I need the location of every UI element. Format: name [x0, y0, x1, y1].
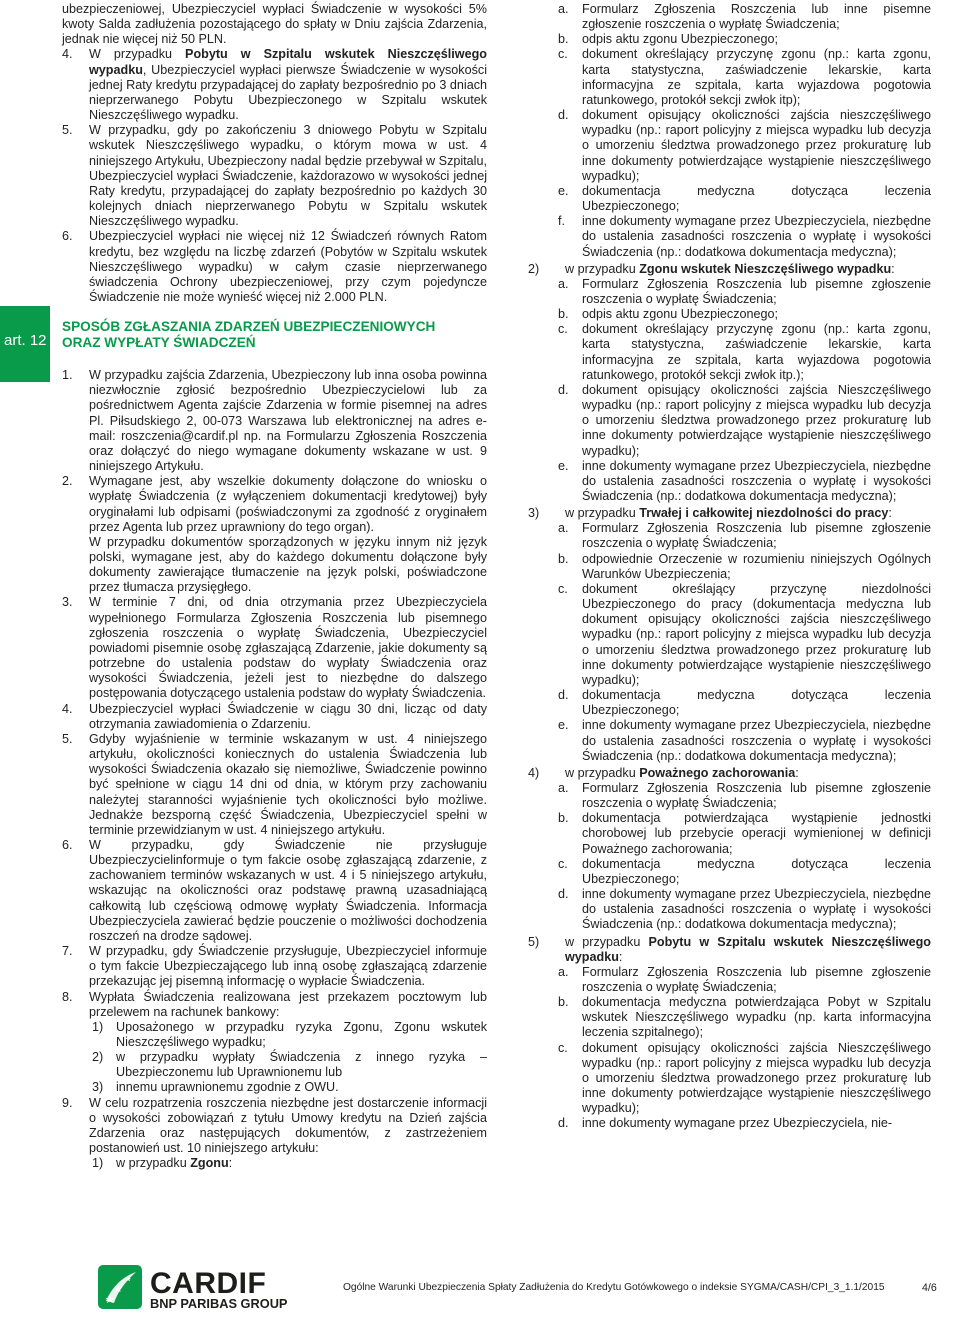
list-letter: b.	[558, 307, 569, 322]
document-list-item	[528, 887, 931, 932]
list-text: inne dokumenty wymagane przez Ubezpieczyciela, niezbędne do ustalenia zasadności roszczenia o wypłatę i wysokości Świadczenia (np.: dodatkowa dokumentacja medyczna);	[582, 887, 931, 932]
list-text: w przypadku	[116, 1156, 191, 1171]
list-text: Formularz Zgłoszenia Roszczenia lub pisemne zgłoszenie roszczenia o wypłatę Świadczenia;	[582, 521, 931, 551]
list-number: 3)	[92, 1080, 104, 1095]
document-list-item	[528, 857, 931, 887]
list-letter: c.	[558, 1040, 568, 1055]
documents-case-serious-illness	[528, 766, 931, 781]
list-text: odpowiednie Orzeczenie w rozumieniu niniejszych Ogólnych Warunków Ubezpieczenia;	[582, 551, 931, 581]
claim-clause-9	[62, 1096, 487, 1157]
clause-number: 6.	[62, 837, 73, 852]
clause-text: , Ubezpieczyciel wypłaci pierwsze Świadczenie w wysokości jednej Raty kredytu przypadającej do zapłaty bezpośrednio po 3 dniach nieprzerwanego Pobytu Ubezpieczonego w Szpitalu wskutek Nieszczęśliwego wypadku.	[89, 62, 487, 123]
list-letter: e.	[558, 458, 569, 473]
list-text: w przypadku	[565, 261, 640, 276]
clause-number: 7.	[62, 944, 73, 959]
list-text: dokumentacja medyczna potwierdzająca Pobyt w Szpitalu wskutek Nieszczęśliwego wypadku (np. karta informacyjna leczenia szpitalnego);	[582, 995, 931, 1040]
list-text: :	[795, 765, 799, 780]
document-list-item	[528, 32, 931, 47]
document-list-item	[528, 521, 931, 551]
list-text: Formularz Zgłoszenia Roszczenia lub pisemne zgłoszenie roszczenia o wypłatę Świadczenia;	[582, 276, 931, 306]
list-text: Formularz Zgłoszenia Roszczenia lub inne pisemne zgłoszenie roszczenia o wypłatę Świadczenia;	[582, 2, 931, 32]
clause-number: 5.	[62, 123, 73, 138]
article-side-tab	[0, 306, 50, 382]
claim-clause-7	[62, 944, 487, 989]
documents-group-accident-death	[528, 277, 931, 504]
clause-bold-text: Pobytu w Szpitalu wskutek Nieszczęśliwego wypadku	[89, 47, 487, 77]
document-list-item	[528, 1116, 931, 1131]
section-heading	[62, 319, 487, 351]
list-letter: a.	[558, 276, 569, 291]
document-list-item	[528, 214, 931, 259]
clause-4	[62, 47, 487, 123]
document-list-item	[528, 965, 931, 995]
bnp-paribas-stars-icon	[98, 1265, 142, 1309]
list-text: innemu uprawnionemu zgodnie z OWU.	[116, 1080, 339, 1095]
clause-number: 4.	[62, 701, 73, 716]
list-letter: a.	[558, 521, 569, 536]
document-list-item	[528, 718, 931, 763]
document-list-item	[528, 811, 931, 856]
clause-text: W przypadku	[89, 47, 186, 62]
list-bold-text: Pobytu w Szpitalu wskutek Nieszczęśliwego wypadku	[565, 934, 931, 964]
list-bold-text: Trwałej i całkowitej niezdolności do pracy	[639, 506, 889, 521]
list-letter: d.	[558, 887, 569, 902]
clause-text: W przypadku, gdy Świadczenie nie przysługuje Ubezpieczycielinformuje o tym fakcie osobę zgłaszającą zdarzenie, z zachowaniem terminów wskazanych w ust. 4 i 5 niniejszego artykułu, wskazując na okoliczności oraz podstawę prawną uzasadniającą całkowitą lub częściową odmowę wypłaty Świadczenia. Informacja Ubezpieczyciela zawierać będzie pouczenie o możliwości dochodzenia roszczeń na drodze sądowej.	[89, 837, 487, 943]
list-letter: b.	[558, 811, 569, 826]
clause-number: 4.	[62, 47, 73, 62]
clause-number: 2.	[62, 474, 73, 489]
document-list-item	[528, 1041, 931, 1117]
list-text: :	[618, 949, 623, 964]
payment-option-1	[62, 1020, 487, 1050]
list-letter: c.	[558, 47, 568, 62]
list-text: Uposażonego w przypadku ryzyka Zgonu, Zgonu wskutek Nieszczęśliwego wypadku;	[116, 1019, 487, 1049]
clause-text: W przypadku, gdy Świadczenie przysługuje, Ubezpieczyciel informuje o tym fakcie Ubezpieczającego lub inną osobę zgłaszającą zdarzenie przekazując jej pisemną informację o wypłacie Świadczenia.	[89, 944, 487, 989]
list-letter: d.	[558, 1116, 569, 1131]
list-text: odpis aktu zgonu Ubezpieczonego;	[582, 307, 779, 322]
list-letter: b.	[558, 32, 569, 47]
claim-clause-5	[62, 732, 487, 838]
brand-logo-subtitle: BNP PARIBAS GROUP	[150, 1296, 288, 1311]
list-text: dokument określający przyczynę niezdolności Ubezpieczonego do pracy (dokumentacja medyczna lub dokument opisujący okoliczności zajścia nieszczęśliwego wypadku (np.: raport policyjny z miejsca wypadku lub decyzja o umorzeniu śledztwa prowadzonego przez prokuraturę lub inne dokumenty potwierdzające wystąpienie nieszczęśliwego wypadku);	[582, 581, 931, 687]
claim-clause-3	[62, 595, 487, 701]
document-list-item	[528, 552, 931, 582]
list-text: inne dokumenty wymagane przez Ubezpieczyciela, niezbędne do ustalenia zasadności roszczenia o wypłatę i wysokości Świadczenia (np.: dodatkowa dokumentacja medyczna);	[582, 718, 931, 763]
list-text: dokument opisujący okoliczności zajścia Nieszczęśliwego wypadku (np.: raport policyjny z miejsca wypadku lub decyzja o umorzeniu śledztwa prowadzonego przez prokuraturę lub inne dokumenty potwierdzające wystąpienie nieszczęśliwego wypadku);	[582, 382, 931, 458]
clause-number: 8.	[62, 989, 73, 1004]
documents-group-death	[528, 2, 931, 260]
list-number: 1)	[92, 1156, 104, 1171]
list-text: dokumentacja potwierdzająca wystąpienie jednostki chorobowej lub przebycie operacji wymienionej w definicji Poważnego zachorowania;	[582, 811, 931, 856]
clause-text: Ubezpieczyciel wypłaci nie więcej niż 12 Świadczeń równych Ratom kredytu, bez względu na liczbę zdarzeń (Pobytów w Szpitalu wskutek Nieszczęśliwego wypadku) w całym czasie nieprzerwanego świadczenia Ochrony ubezpieczeniowej, przy czym pojedyncze Świadczenie nie może wynieść więcej niż 2.000 PLN.	[89, 229, 487, 304]
list-text: :	[891, 261, 895, 276]
claim-clause-8	[62, 990, 487, 1020]
list-letter: b.	[558, 995, 569, 1010]
list-text: w przypadku wypłaty Świadczenia z innego ryzyka – Ubezpieczonemu lub Uprawnionemu lub	[116, 1050, 487, 1080]
clause-text: Gdyby wyjaśnienie w terminie wskazanym w ust. 4 niniejszego artykułu, okoliczności koniecznych do ustalenia Świadczenia lub wysokości Świadczenia okazało się niemożliwe, Świadczenie powinno być spełnione w ciągu 14 dni od dnia, w którym przy zachowaniu należytej staranności wyjaśnienie tych okoliczności było możliwe. Jednakże bezsporną część Świadczenia, Ubezpieczyciel spełni w terminie przewidzianym w ust. 4 niniejszego artykułu.	[89, 731, 487, 837]
clause-text: W przypadku dokumentów sporządzonych w języku innym niż język polski, wymagane jest, aby do każdego dokumentu dołączone były dokumenty zawierające tłumaczenie na język polski, poświadczone przez tłumacza przysięgłego.	[89, 534, 487, 595]
list-bold-text: Zgonu	[190, 1156, 229, 1171]
list-text: inne dokumenty wymagane przez Ubezpieczyciela, niezbędne do ustalenia zasadności roszczenia o wypłatę i wysokości Świadczenia (np.: dodatkowa dokumentacja medyczna);	[582, 458, 931, 503]
claim-clause-6	[62, 838, 487, 944]
clause-6	[62, 229, 487, 305]
list-number: 2)	[528, 261, 540, 276]
list-text: dokumentacja medyczna dotycząca leczenia Ubezpieczonego;	[582, 688, 931, 718]
list-letter: a.	[558, 780, 569, 795]
documents-group-serious-illness	[528, 781, 931, 933]
clause-number: 5.	[62, 731, 73, 746]
list-text: Formularz Zgłoszenia Roszczenia lub pisemne zgłoszenie roszczenia o wypłatę Świadczenia;	[582, 964, 931, 994]
document-list-item	[528, 688, 931, 718]
list-text: dokument opisujący okoliczności zajścia Nieszczęśliwego wypadku (np.: raport policyjny z miejsca wypadku lub decyzja o umorzeniu śledztwa prowadzonego przez prokuraturę lub inne dokumenty potwierdzające wystąpienie nieszczęśliwego wypadku);	[582, 1040, 931, 1116]
document-list-item	[528, 47, 931, 108]
list-number: 1)	[92, 1019, 104, 1034]
list-number: 4)	[528, 765, 540, 780]
list-text: w przypadku	[565, 765, 640, 780]
document-list-item	[528, 2, 931, 32]
list-letter: d.	[558, 108, 569, 123]
claim-clause-4	[62, 702, 487, 732]
list-bold-text: Zgonu wskutek Nieszczęśliwego wypadku	[639, 261, 892, 276]
list-text: w przypadku	[565, 934, 649, 949]
document-list-item	[528, 582, 931, 688]
list-text: dokument określający przyczynę zgonu (np.: karta zgonu, karta statystyczna, zaświadczenie lekarskie, karta informacyjna ze szpitala, karta wyjazdowa pogotowia ratunkowego, protokół sekcji zwłok itp.);	[582, 322, 931, 382]
list-letter: c.	[558, 581, 568, 596]
intro-paragraph: ubezpieczeniowej, Ubezpieczyciel wypłaci Świadczenie w wysokości 5% kwoty Salda zadłużenia pozostającego do spłaty w Dniu zajścia Zdarzenia, jednak nie więcej niż 50 PLN.	[62, 2, 487, 47]
payment-option-3	[62, 1080, 487, 1095]
clause-number: 1.	[62, 368, 73, 383]
list-text: odpis aktu zgonu Ubezpieczonego;	[582, 32, 779, 47]
clause-text: W przypadku, gdy po zakończeniu 3 dniowego Pobytu w Szpitalu wskutek Nieszczęśliwego wypadku, o którym mowa w ust. 4 niniejszego Artykułu, Ubezpieczony nadal będzie przebywał w Szpitalu, Ubezpieczyciel wypłaci Świadczenie, każdorazowo w wysokości jednej Raty kredytu, przypadającej do zapłaty bezpośrednio po każdych 30 kolejnych dniach nieprzerwanego Pobytu w Szpitalu wskutek Nieszczęśliwego wypadku.	[89, 123, 487, 229]
documents-group-hospital-stay	[528, 965, 931, 1132]
clause-text: W celu rozpatrzenia roszczenia niezbędne jest dostarczenie informacji o wysokości zobowiązań z tytułu Umowy kredytu na Dzień zajścia Zdarzenia oraz następujących dokumentów, z zastrzeżeniem postanowień ust. 10 niniejszego artykułu:	[89, 1095, 487, 1156]
list-number: 3)	[528, 506, 540, 521]
list-text: Formularz Zgłoszenia Roszczenia lub pisemne zgłoszenie roszczenia o wypłatę Świadczenia;	[582, 780, 931, 811]
right-column	[528, 2, 931, 1132]
list-number: 5)	[528, 934, 540, 949]
clause-number: 3.	[62, 595, 73, 610]
list-letter: c.	[558, 322, 568, 337]
list-text: :	[228, 1156, 233, 1171]
documents-case-death	[62, 1156, 487, 1171]
page-number: 4/6	[922, 1282, 937, 1294]
list-text: w przypadku	[565, 506, 640, 521]
payment-option-2	[62, 1050, 487, 1080]
document-list-item	[528, 459, 931, 504]
list-letter: e.	[558, 183, 569, 198]
document-list-item	[528, 383, 931, 459]
list-letter: e.	[558, 718, 569, 733]
list-letter: a.	[558, 964, 569, 979]
document-list-item	[528, 995, 931, 1040]
left-column	[62, 2, 487, 1171]
list-text: :	[888, 506, 892, 521]
claim-clause-2	[62, 474, 487, 595]
list-text: dokument określający przyczynę zgonu (np.: karta zgonu, karta statystyczna, zaświadczenie lekarskie, karta informacyjna ze szpitala, karta wyjazdowa pogotowia ratunkowego, protokół sekcji zwłok itp);	[582, 47, 931, 107]
clause-5	[62, 123, 487, 229]
list-letter: d.	[558, 382, 569, 397]
list-letter: b.	[558, 551, 569, 566]
documents-group-disability	[528, 521, 931, 764]
document-list-item	[528, 307, 931, 322]
list-letter: d.	[558, 688, 569, 703]
list-letter: a.	[558, 2, 569, 16]
list-bold-text: Poważnego zachorowania	[639, 765, 796, 780]
list-text: inne dokumenty wymagane przez Ubezpieczyciela, nie-	[582, 1116, 893, 1131]
document-list-item	[528, 108, 931, 184]
list-letter: f.	[558, 214, 565, 229]
list-text: inne dokumenty wymagane przez Ubezpieczyciela, niezbędne do ustalenia zasadności roszczenia o wypłatę i wysokości Świadczenia (np.: dodatkowa dokumentacja medyczna);	[582, 214, 931, 259]
list-number: 2)	[92, 1050, 104, 1065]
clause-text: W przypadku zajścia Zdarzenia, Ubezpieczony lub inna osoba powinna niezwłocznie zgłosić bezpośrednio Ubezpieczycielowi lub za pośrednictwem Agenta zajście Zdarzenia w formie pisemnej na adres Pl. Piłsudskiego 2, 00-073 Warszawa lub elektronicznej na adres e-mail: roszczenia@cardif.pl np. na Formularzu Zgłoszenia Roszczenia oraz dołączyć do niego wymagane dokumenty wskazane w ust. 9 niniejszego Artykułu.	[89, 368, 487, 474]
documents-case-hospital-stay	[528, 935, 931, 965]
document-list-item	[528, 184, 931, 214]
section-heading-line: SPOSÓB ZGŁASZANIA ZDARZEŃ UBEZPIECZENIOWYCH	[62, 319, 436, 335]
brand-logo-text: CARDIF	[150, 1267, 267, 1300]
list-letter: c.	[558, 856, 568, 871]
section-heading-line: ORAZ WYPŁATY ŚWIADCZEŃ	[62, 335, 256, 351]
clause-text: Wymagane jest, aby wszelkie dokumenty dołączone do wniosku o wypłatę Świadczenia (z wyłączeniem dokumentacji kredytowej) były oryginałami lub odpisami (poświadczonymi za zgodność z oryginałem przez Agenta lub przez uprawniony do tego organ).	[89, 474, 487, 534]
claim-clause-1	[62, 368, 487, 474]
list-text: dokument opisujący okoliczności zajścia nieszczęśliwego wypadku (np.: raport policyjny z miejsca wypadku lub decyzja o umorzeniu śledztwa prowadzonego przez prokuraturę lub inne dokumenty potwierdzające wystąpienie nieszczęśliwego wypadku);	[582, 108, 931, 183]
list-text: dokumentacja medyczna dotycząca leczenia Ubezpieczonego;	[582, 856, 931, 886]
documents-case-accident-death	[528, 262, 931, 277]
document-list-item	[528, 781, 931, 811]
document-list-item	[528, 322, 931, 383]
documents-case-disability	[528, 506, 931, 521]
clause-text: Wypłata Świadczenia realizowana jest przekazem pocztowym lub przelewem na rachunek bankowy:	[89, 989, 487, 1019]
clause-number: 9.	[62, 1095, 73, 1110]
clause-text: Ubezpieczyciel wypłaci Świadczenie w ciągu 30 dni, licząc od daty otrzymania zawiadomienia o Zdarzeniu.	[89, 701, 487, 731]
clause-text: W terminie 7 dni, od dnia otrzymania przez Ubezpieczyciela wypełnionego Formularza Zgłoszenia Roszczenia lub pisemnego zgłoszenia roszczenia o wypłatę Świadczenia, Ubezpieczyciel powiadomi pisemnie osobę zgłaszającą Zdarzenie, jakie dokumenty są potrzebne do ustalenia podstaw do wypłaty Świadczenia oraz wysokości Świadczenia, jeżeli jest to niezbędne do dalszego postępowania dotyczącego ustalenia podstaw do wypłaty Świadczenia.	[89, 595, 487, 701]
document-footer-title: Ogólne Warunki Ubezpieczenia Spłaty Zadłużenia do Kredytu Gotówkowego o indeksie SYGMA/CASH/CPI_3_1.1/2015	[343, 1282, 885, 1293]
article-side-tab-label: art. 12	[4, 332, 47, 349]
clause-number: 6.	[62, 229, 73, 244]
list-text: dokumentacja medyczna dotycząca leczenia Ubezpieczonego;	[582, 183, 931, 214]
document-list-item	[528, 277, 931, 307]
